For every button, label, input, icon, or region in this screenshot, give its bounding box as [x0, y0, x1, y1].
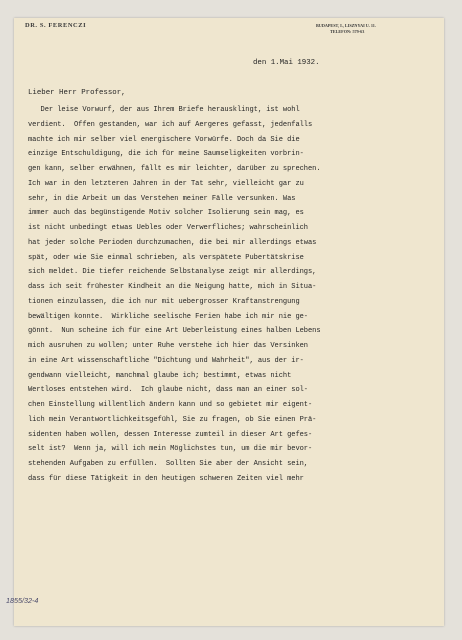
letter-body-line: sidenten haben wollen, dessen Interesse zumteil in dieser Art gefes- [28, 430, 313, 439]
letter-body-line: hat jeder solche Perioden durchzumachen, die bei mir allerdings etwas [28, 238, 317, 247]
letter-body-line: in eine Art wissenschaftliche "Dichtung und Wahrheit", aus der ir- [28, 356, 304, 365]
letter-body-line: gönnt. Nun scheine ich für eine Art Ueberleistung eines halben Lebens [28, 327, 321, 336]
archive-mark: 1855/32-4 [6, 596, 39, 605]
letter-body-line: gendwann vielleicht, manchmal glaube ich; bestimmt, etwas nicht [28, 371, 292, 380]
letter-body-line: machte ich mir selber viel energischere Vorwürfe. Doch da Sie die [28, 135, 300, 144]
letter-body-line: tionen einzulassen, die ich nur mit uebergrosser Kraftanstrengung [28, 297, 300, 306]
letter-body-line: chen Einstellung willentlich ändern kann und so gebietet mir eigent- [28, 401, 313, 409]
letter-body-line: lich mein Verantwortlichkeitsgefühl, Sie zu fragen, ob Sie einen Prä- [28, 415, 317, 424]
letter-body-line: selt ist? Wenn ja, will ich mein Möglichstes tun, um die mir bevor- [28, 445, 313, 454]
letter-body-line: dass für diese Tätigkeit in den heutigen schweren Zeiten viel mehr [28, 474, 304, 483]
letter-body-line: bewältigen konnte. Wirkliche seelische Ferien habe ich mir nie ge- [28, 312, 308, 321]
letter-body-line: ist nicht unbedingt etwas Uebles oder Verwerfliches; wahrscheinlich [28, 224, 308, 232]
letter-body-line: sehr, in die Arbeit um das Verstehen meiner Fälle versunken. Was [28, 194, 296, 203]
letter-body [28, 103, 420, 487]
letter-body-line: stehenden Aufgaben zu erfüllen. Sollten Sie aber der Ansicht sein, [28, 460, 308, 468]
letter-date: den 1.Mai 1932. [253, 59, 320, 67]
letterhead-name: DR. S. FERENCZI [25, 22, 87, 29]
letter-salutation: Lieber Herr Professor, [28, 89, 126, 97]
letter-body-line: gen kann, selber erwähnen, fällt es mir leichter, darüber zu sprechen. [28, 165, 321, 173]
letter-body-line: mich ausruhen zu wollen; unter Ruhe verstehe ich hier das Versinken [28, 342, 308, 350]
letter-body-line: Wertloses entstehen wird. Ich glaube nicht, dass man an einer sol- [28, 386, 308, 395]
letter-body-line: verdient. Offen gestanden, war ich auf Aergeres gefasst, jedenfalls [28, 120, 313, 129]
letterhead-address [316, 23, 376, 34]
letterhead-address-line: BUDAPEST, I., LISZNYAI U. 11. [316, 23, 376, 28]
letter-body-line: sich meldet. Die tiefer reichende Selbstanalyse zeigt mir allerdings, [28, 268, 317, 277]
letter-body-line: dass ich seit frühester Kindheit an die Neigung hatte, mich in Situa- [28, 283, 317, 291]
letter-body-line: einzige Entschuldigung, die ich für meine Saumseligkeiten vorbrin- [28, 150, 304, 159]
letter-body-line: Ich war in den letzteren Jahren in der Tat sehr, vielleicht gar zu [28, 179, 304, 188]
letterhead-phone-line: TELEFON: 579-63 [330, 28, 365, 34]
letter-body-line: spät, oder wie Sie einmal schrieben, als verspätete Pubertätskrise [28, 253, 304, 262]
letter-body-line: Der leise Vorwurf, der aus Ihrem Briefe herausklingt, ist wohl [28, 106, 300, 114]
letter-body-line: immer auch das begünstigende Motiv solcher Isolierung sein mag, es [28, 209, 304, 218]
